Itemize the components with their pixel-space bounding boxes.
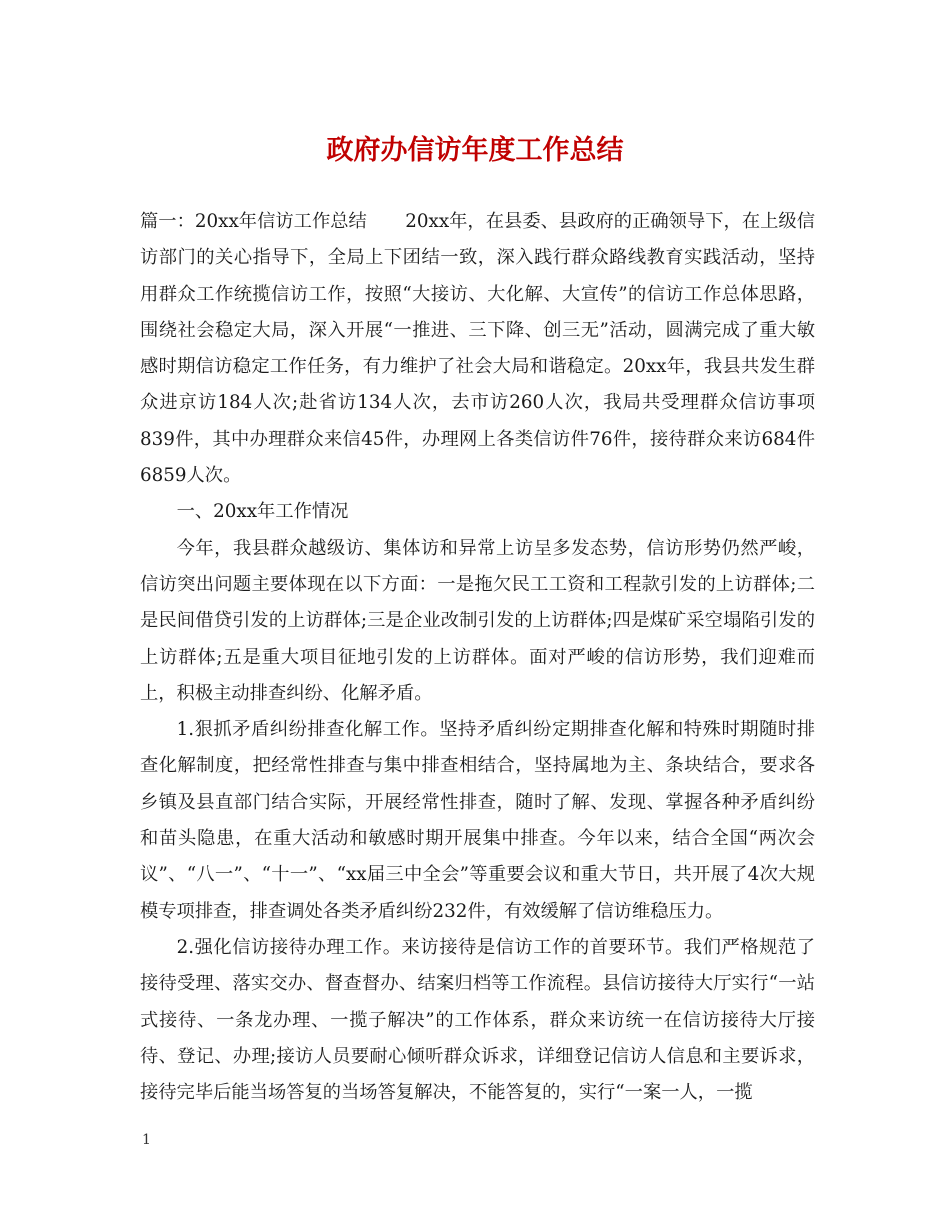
body-paragraph: 今年，我县群众越级访、集体访和异常上访呈多发态势，信访形势仍然严峻，信访突出问题主要体现在以下方面：一是拖欠民工工资和工程款引发的上访群体;二是民间借贷引发的上访群体;三是企业改制引发的上访群体;四是煤矿采空塌陷引发的上访群体;五是重大项目征地引发的上访群体。面对严峻的信访形势，我们迎难而上，积极主动排查纠纷、化解矛盾。 [140, 537, 815, 704]
intro-text: 20xx年，在县委、县政府的正确领导下，在上级信访部门的关心指导下，全局上下团结一致，深入践行群众路线教育实践活动，坚持用群众工作统揽信访工作，按照“大接访、大化解、大宣传”的信访工作总体思路，围绕社会稳定大局，深入开展“一推进、三下降、创三无”活动，圆满完成了重大敏感时期信访稳定工作任务，有力维护了社会大局和谐稳定。20xx年，我县共发生群众进京访184人次;赴省访134人次，去市访260人次，我局共受理群众信访事项 839件，其中办理群众来信45件，办理网上各类信访件76件，接待群众来访684件6859人次。 [140, 211, 815, 487]
intro-paragraph [140, 204, 815, 494]
page-title: 政府办信访年度工作总结 [326, 135, 624, 166]
document-body [140, 204, 815, 1111]
section-heading: 一、20xx年工作情况 [176, 501, 349, 523]
intro-label: 篇一：20xx年信访工作总结 [140, 211, 367, 232]
body-paragraph: 1.狠抓矛盾纠纷排查化解工作。坚持矛盾纠纷定期排查化解和特殊时期随时排查化解制度，把经常性排查与集中排查相结合，坚持属地为主、条块结合，要求各乡镇及县直部门结合实际，开展经常性排查，随时了解、发现、掌握各种矛盾纠纷和苗头隐患，在重大活动和敏感时期开展集中排查。今年以来，结合全国“两次会议”、“八一”、“十一”、“xx届三中全会”等重要会议和重大节日，共开展了4次大规模专项排查，排查调处各类矛盾纠纷232件，有效缓解了信访维稳压力。 [140, 719, 815, 922]
page-number: 1 [142, 1132, 151, 1148]
body-paragraph: 2.强化信访接待办理工作。来访接待是信访工作的首要环节。我们严格规范了接待受理、落实交办、督查督办、结案归档等工作流程。县信访接待大厅实行“一站式接待、一条龙办理、一揽子解决”的工作体系，群众来访统一在信访接待大厅接待、登记、办理;接访人员要耐心倾听群众诉求，详细登记信访人信息和主要诉求，接待完毕后能当场答复的当场答复解决，不能答复的，实行“一案一人，一揽 [140, 936, 815, 1104]
